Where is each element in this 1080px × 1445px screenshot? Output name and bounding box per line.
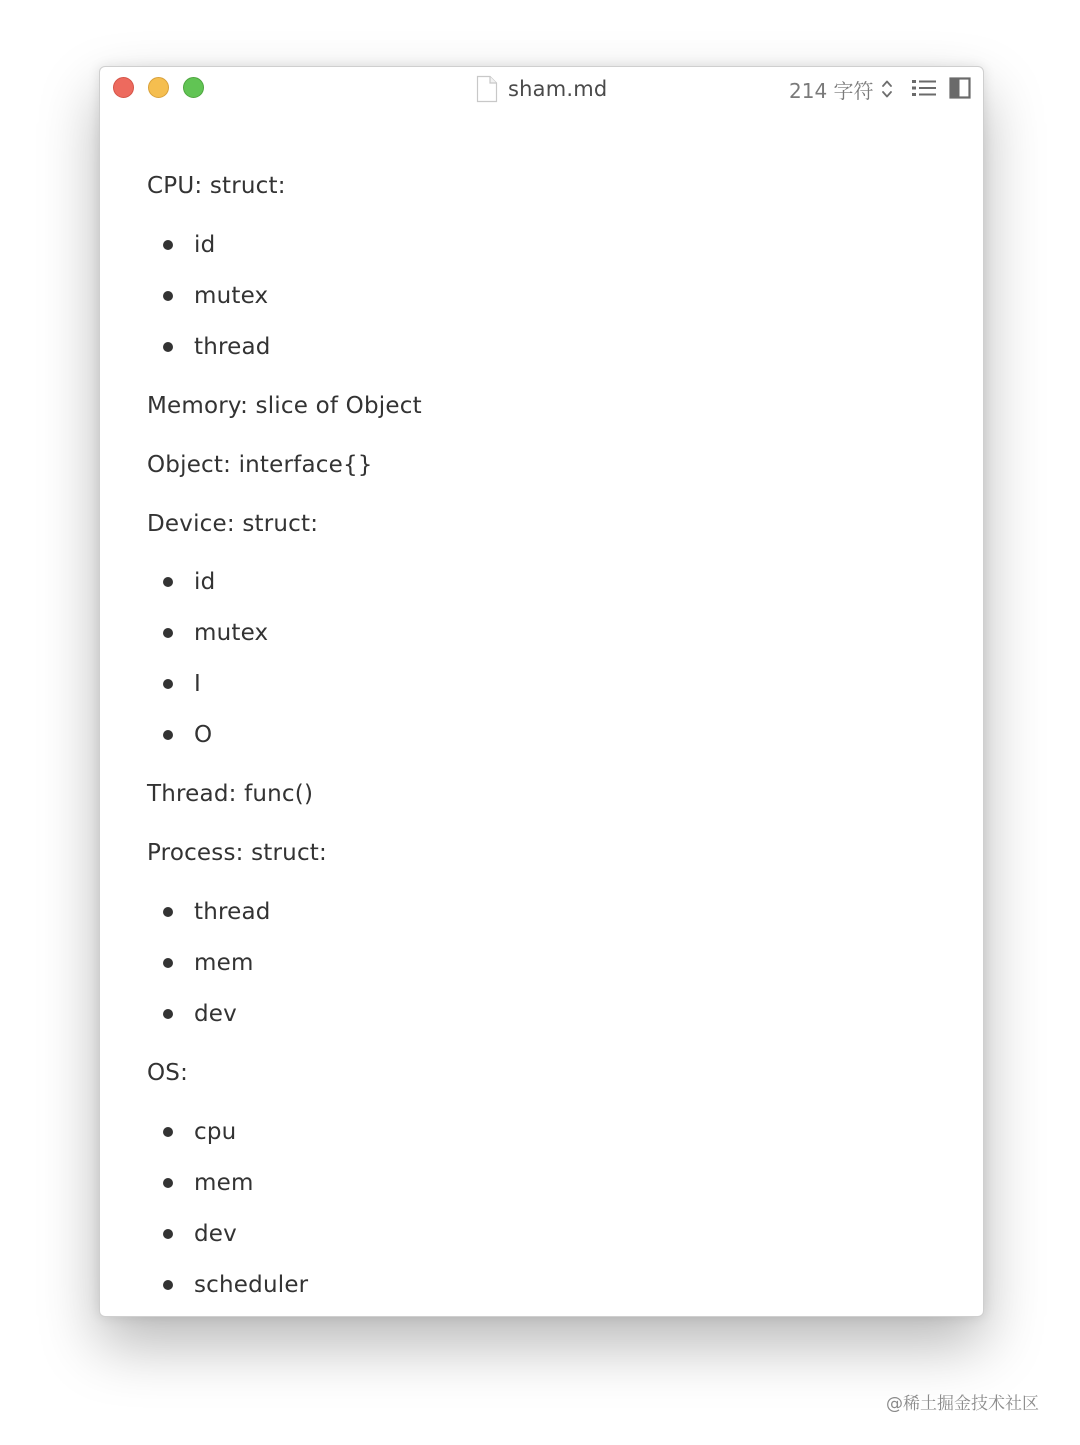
list-item xyxy=(147,230,215,260)
list-item xyxy=(147,1219,237,1249)
list-item-text: thread xyxy=(194,899,271,925)
bullet xyxy=(163,1009,173,1019)
bullet xyxy=(163,342,173,352)
list-item xyxy=(147,332,271,362)
list-item xyxy=(147,897,271,927)
list-item-text: id xyxy=(194,232,216,258)
window-title: sham.md xyxy=(508,77,608,101)
list-item-text: mem xyxy=(194,1170,254,1196)
device-heading: Device: struct: xyxy=(147,511,319,537)
cpu-heading: CPU: struct: xyxy=(147,173,286,199)
list-item xyxy=(147,720,212,750)
process-heading: Process: struct: xyxy=(147,840,327,866)
bullet xyxy=(163,1127,173,1137)
list-item xyxy=(147,281,268,311)
bullet xyxy=(163,240,173,250)
list-item-text: mutex xyxy=(194,620,269,646)
list-item xyxy=(147,618,268,648)
bullet xyxy=(163,1229,173,1239)
bullet xyxy=(163,628,173,638)
list-item-text: thread xyxy=(194,334,271,360)
list-item xyxy=(147,1117,236,1147)
list-item-text: id xyxy=(194,569,216,595)
memory-line: Memory: slice of Object xyxy=(147,393,422,419)
list-item xyxy=(147,948,254,978)
list-item xyxy=(147,669,201,699)
list-item-text: O xyxy=(194,722,213,748)
list-item-text: I xyxy=(194,671,201,697)
list-item-text: cpu xyxy=(194,1119,237,1145)
bullet xyxy=(163,1178,173,1188)
bullet xyxy=(163,1280,173,1290)
bullet xyxy=(163,291,173,301)
list-item-text: mem xyxy=(194,950,254,976)
list-item-text: mutex xyxy=(194,283,269,309)
bullet xyxy=(163,577,173,587)
list-item xyxy=(147,1168,254,1198)
bullet xyxy=(163,958,173,968)
bullet xyxy=(163,907,173,917)
editor-window xyxy=(99,66,984,1317)
os-heading: OS: xyxy=(147,1060,189,1086)
list-item-text: dev xyxy=(194,1001,237,1027)
bullet xyxy=(163,730,173,740)
list-item xyxy=(147,1270,308,1300)
list-item xyxy=(147,999,237,1029)
bullet xyxy=(163,679,173,689)
object-line: Object: interface{} xyxy=(147,452,373,478)
list-item-text: dev xyxy=(194,1221,237,1247)
thread-line: Thread: func() xyxy=(147,781,314,807)
document-body[interactable] xyxy=(100,67,983,1316)
watermark: @稀土掘金技术社区 xyxy=(886,1394,1039,1414)
list-item xyxy=(147,567,215,597)
char-count[interactable]: 214 字符 xyxy=(789,78,874,103)
list-item-text: scheduler xyxy=(194,1272,309,1298)
